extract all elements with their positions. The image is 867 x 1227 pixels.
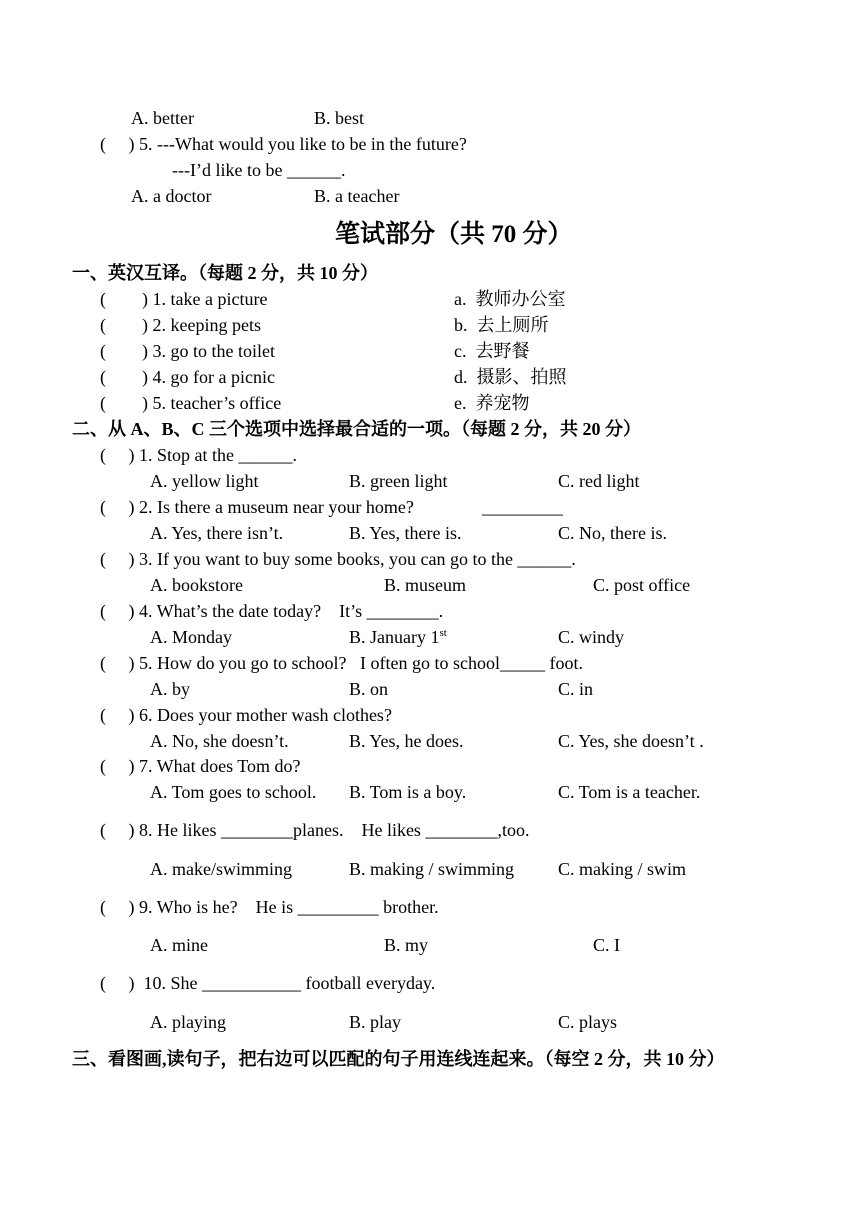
q5-response: ---I’d like to be ______. [172, 160, 346, 180]
part2-q8-option-b: B. making / swimming [349, 859, 515, 879]
part2-q3-stem: ( ) 3. If you want to buy some books, you can go to the ______. [100, 549, 576, 569]
part2-q2-option-b: B. Yes, there is. [349, 523, 462, 543]
part2-q4-stem: ( ) 4. What’s the date today? It’s ________. [100, 601, 444, 621]
part2-q4-option-b-text: B. January 1 [349, 627, 440, 647]
part2-q5-stem: ( ) 5. How do you go to school? I often go to school_____ foot. [100, 653, 583, 673]
part2-q4-option-c: C. windy [558, 627, 625, 647]
q5-option-b: B. a teacher [314, 186, 400, 206]
part2-q9-stem: ( ) 9. Who is he? He is _________ brother. [100, 897, 439, 917]
part1-answer: d. 摄影、拍照 [454, 367, 567, 387]
part2-q3-option-b: B. museum [384, 575, 467, 595]
part2-q8-option-c: C. making / swim [558, 859, 687, 879]
part2-q9-option-b: B. my [384, 935, 429, 955]
part2-q1-stem: ( ) 1. Stop at the ______. [100, 445, 297, 465]
part2-q4-option-b-sup: st [439, 627, 447, 639]
part2-q2-option-c: C. No, there is. [558, 523, 667, 543]
q4-option-a: A. better [131, 108, 194, 128]
part2-q9-option-c: C. I [593, 935, 620, 955]
part2-q2-stem: ( ) 2. Is there a museum near your home? [100, 497, 414, 517]
part2-heading: 二、从 A、B、C 三个选项中选择最合适的一项。（每题 2 分，共 20 分） [72, 419, 642, 439]
q4-option-b: B. best [314, 108, 365, 128]
part1-item: ( ) 1. take a picture [100, 289, 268, 309]
part1-heading: 一、英汉互译。（每题 2 分，共 10 分） [72, 263, 378, 283]
part2-q7-option-c: C. Tom is a teacher. [558, 782, 701, 802]
part1-item: ( ) 3. go to the toilet [100, 341, 275, 361]
part1-answer: e. 养宠物 [454, 393, 530, 413]
part2-q5-option-b: B. on [349, 679, 389, 699]
part3-heading: 三、看图画,读句子，把右边可以匹配的句子用连线连起来。（每空 2 分，共 10 分） [72, 1049, 725, 1069]
part1-item: ( ) 4. go for a picnic [100, 367, 275, 387]
part2-q10-stem: ( ) 10. She ___________ football everyday. [100, 973, 436, 993]
part2-q8-stem: ( ) 8. He likes ________planes. He likes ________,too. [100, 820, 530, 840]
part2-q5-option-c: C. in [558, 679, 594, 699]
part1-answer: b. 去上厕所 [454, 315, 549, 335]
part1-answer: a. 教师办公室 [454, 289, 566, 309]
part2-q5-option-a: A. by [150, 679, 190, 699]
part2-q7-option-a: A. Tom goes to school. [150, 782, 317, 802]
part1-item: ( ) 2. keeping pets [100, 315, 261, 335]
section-title: 笔试部分（共 70 分） [335, 221, 573, 248]
part2-q10-option-a: A. playing [150, 1012, 226, 1032]
part2-q3-option-a: A. bookstore [150, 575, 243, 595]
part2-q8-option-a: A. make/swimming [150, 859, 292, 879]
q5-stem: ( ) 5. ---What would you like to be in the future? [100, 134, 467, 154]
part2-q10-option-c: C. plays [558, 1012, 618, 1032]
part2-q2-blank: _________ [482, 497, 563, 517]
part2-q9-option-a: A. mine [150, 935, 208, 955]
part2-q1-option-b: B. green light [349, 471, 448, 491]
part2-q1-option-c: C. red light [558, 471, 640, 491]
part2-q3-option-c: C. post office [593, 575, 691, 595]
part2-q10-option-b: B. play [349, 1012, 401, 1032]
part2-q7-stem: ( ) 7. What does Tom do? [100, 756, 301, 776]
part1-item: ( ) 5. teacher’s office [100, 393, 282, 413]
part2-q4-option-a: A. Monday [150, 627, 232, 647]
part2-q4-option-b [349, 626, 447, 648]
part1-answer: c. 去野餐 [454, 341, 530, 361]
part2-q1-option-a: A. yellow light [150, 471, 259, 491]
part2-q6-stem: ( ) 6. Does your mother wash clothes? [100, 705, 392, 725]
part2-q6-option-a: A. No, she doesn’t. [150, 731, 289, 751]
part2-q2-option-a: A. Yes, there isn’t. [150, 523, 284, 543]
part2-q6-option-b: B. Yes, he does. [349, 731, 464, 751]
q5-option-a: A. a doctor [131, 186, 212, 206]
part2-q7-option-b: B. Tom is a boy. [349, 782, 467, 802]
part2-q6-option-c: C. Yes, she doesn’t . [558, 731, 704, 751]
